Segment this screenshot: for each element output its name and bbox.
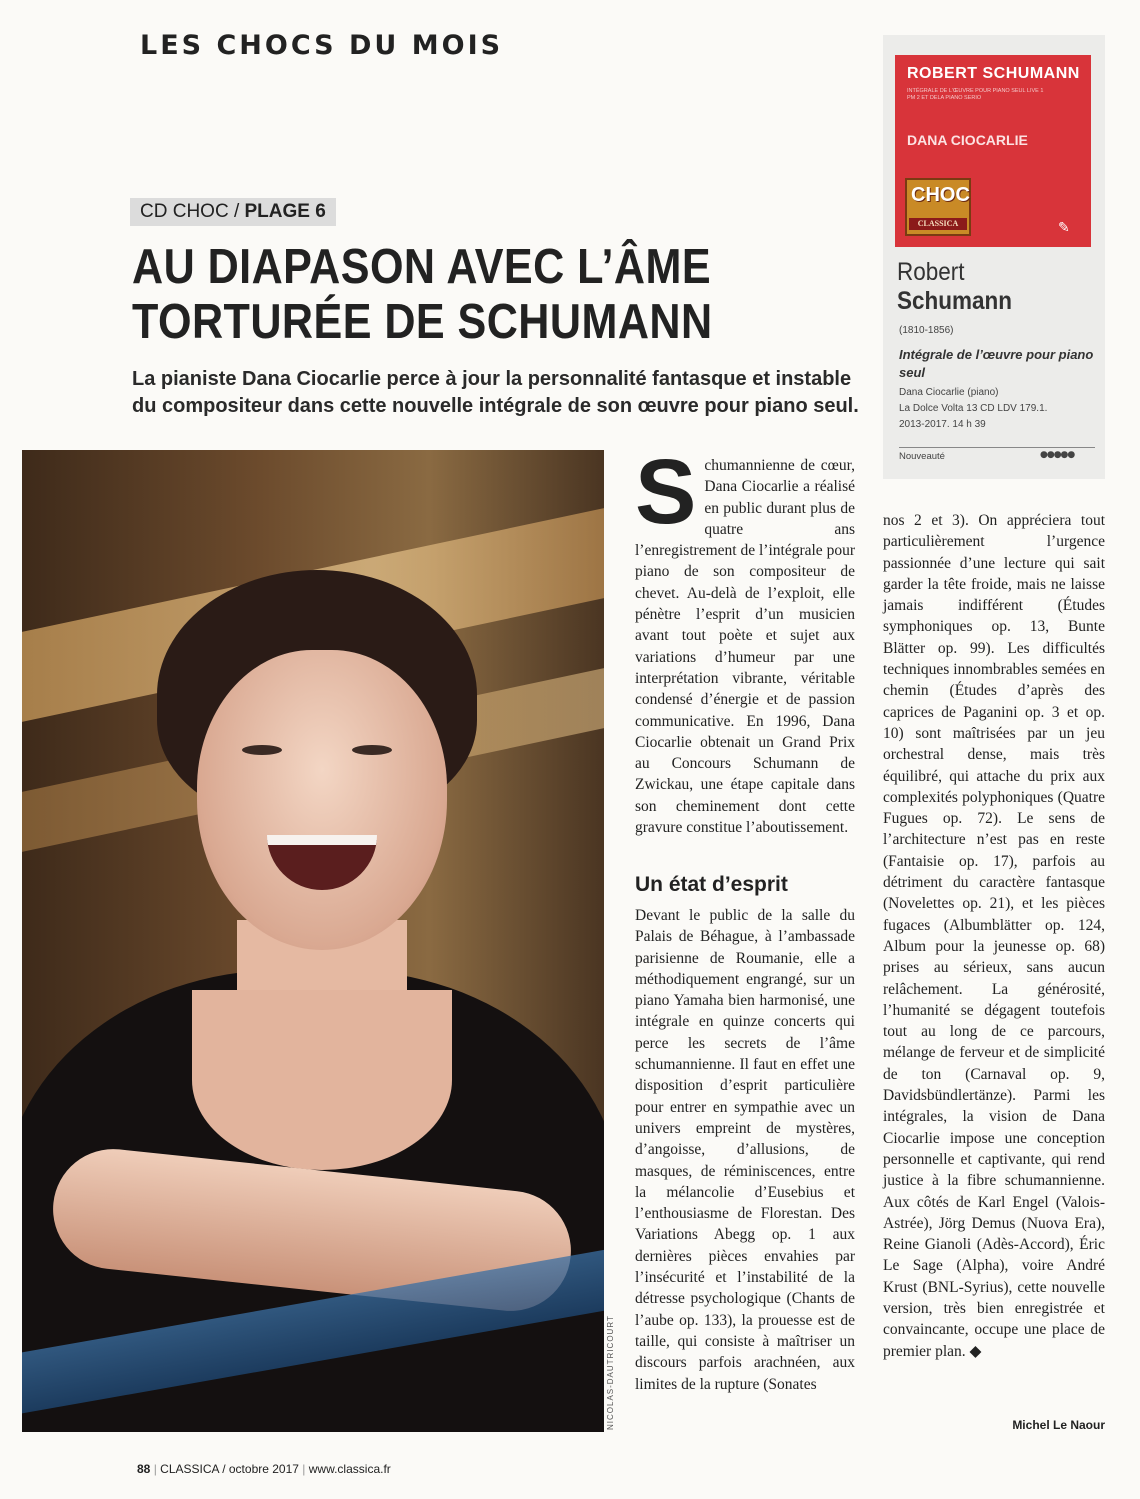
cover-performer: DANA CIOCARLIE [907,132,1028,148]
section-label: LES CHOCS DU MOIS [140,30,504,61]
choc-label: CHOC [911,184,970,206]
composer-dates: (1810-1856) [899,325,954,336]
label-logo-icon: ✎ [1058,220,1070,236]
rating-icon: ●●●●● [1040,450,1075,460]
article-headline: AU DIAPASON AVEC L’ÂME TORTURÉE DE SCHUMANN [132,240,713,349]
composer-name [897,258,1012,316]
album-details [899,385,1099,433]
composer-last-name: Schumann [897,287,1013,315]
issue-date: / octobre 2017 [222,1462,299,1476]
article-kicker [130,198,336,226]
cover-subtitle: INTÉGRALE DE L’ŒUVRE POUR PIANO SEUL LIVE 1 PM 2 ET DELA PIANO SERIO [907,88,1044,101]
magazine-url: www.classica.fr [308,1462,391,1476]
page-footer: 88 | CLASSICA / octobre 2017 | www.classica.fr [137,1462,391,1476]
choc-sublabel: CLASSICA [909,218,967,230]
article-column-1 [635,441,855,838]
article-subhead: Un état d’esprit [635,873,788,896]
photo-credit: NICOLAS-DAUTRICOURT [606,1315,615,1430]
album-years-duration: 2013-2017. 14 h 39 [899,419,986,430]
sidebar-divider [899,447,1095,448]
album-status: Nouveauté [899,451,945,462]
album-label-ref: La Dolce Volta 13 CD LDV 179.1. [899,403,1048,414]
pianist-photo [22,450,604,1432]
article-column-1-body [635,905,855,1395]
article-author: Michel Le Naour [1012,1418,1105,1432]
drop-cap: S [635,441,697,543]
kicker-page: PLAGE 6 [244,201,326,222]
article-lead: La pianiste Dana Ciocarlie perce à jour la personnalité fantasque et instable du compositeur dans cette nouvelle intégrale de son œuvre pour piano seul. [132,368,859,417]
kicker-category: CD CHOC / [140,201,245,222]
album-performer: Dana Ciocarlie (piano) [899,387,999,398]
article-body-2: nos 2 et 3). On appréciera tout particulièrement l’urgence passionnée d’une lecture qui sait garder la tête froide, mais ne laisse jamais indifférent (Études symphoniques op. 13, Bunte Blätter op. 99). Les difficultés techniques innombrables semées en chemin (Études d’après des caprices de Paganini op. 3 et op. 10) sont maîtrisées par un jeu orchestral dense, mais très équilibré, qui attache du prix aux complexités polyphoniques (Quatre Fugues op. 72). Le sens de l’architecture n’est pas en reste (Fantaisie op. 17), parfois au détriment du caractère fantasque (Novelettes op. 21), et les pièces fugaces (Albumblätter op. 124, Album pour la jeunesse op. 68) prises au sérieux, sans aucun relâchement. La générosité, l’humanité se dégagent toutefois tout au long de ce parcours, mélange de ferveur et de simplicité de ton (Carnaval op. 9, Davidsbündlertänze). Parmi les intégrales, la vision de Dana Ciocarlie impose une conception personnelle et captivante, qui rend justice à la fibre schumannienne. Aux côtés de Karl Engel (Valois-Astrée), Jörg Demus (Nuova Era), Reine Gianoli (Adès-Accord), Éric Le Sage (Alpha), voire André Krust (BNL-Syrius), cette nouvelle version, très bien enregistrée et convaincante, occupe une place de premier plan. ◆ [883,512,1105,1360]
choc-award-badge [905,178,971,236]
page-number: 88 [137,1462,151,1476]
article-intro: chumannienne de cœur, Dana Ciocarlie a réalisé en public durant plus de quatre ans l’enregistrement de l’intégrale pour piano de son compositeur de chevet. Au-delà de l’exploit, elle pénètre l’esprit d’un musicien avant tout poète et sujet aux variations d’humeur par une interprétation vibrante, véritable condensé d’énergie et de passion communicative. En 1996, Dana Ciocarlie obtenait un Grand Prix au Concours Schumann de Zwickau, une étape capitale dans son cheminement dont cette gravure constitue l’aboutissement. [635,457,855,837]
article-body-1: Devant le public de la salle du Palais de Béhague, à l’ambassade parisienne de Roumanie, elle a méthodiquement engrangé, sur un piano Yamaha bien harmonisé, une intégrale en quinze concerts qui perce les secrets de l’âme schumannienne. Il faut en effet une disposition d’esprit particulière pour entrer en sympathie avec un univers empreint de mystères, d’angoisse, d’allusions, de masques, de réminiscences, entre la mélancolie d’Eusebius et l’enthousiasme de Florestan. Des Variations Abegg op. 1 aux dernières pièces envahies par l’insécurité et l’instabilité de la détresse psychologique (Chants de l’aube op. 133), la prouesse est de taille, qui consiste à maîtriser un discours parfois arachnéen, aux limites de la rupture (Sonates [635,907,855,1393]
article-column-2 [883,510,1105,1362]
cover-composer: ROBERT SCHUMANN [907,65,1080,82]
work-title: Intégrale de l’œuvre pour piano seul [899,347,1094,380]
magazine-name: CLASSICA [160,1462,219,1476]
composer-first-name: Robert [897,258,965,286]
